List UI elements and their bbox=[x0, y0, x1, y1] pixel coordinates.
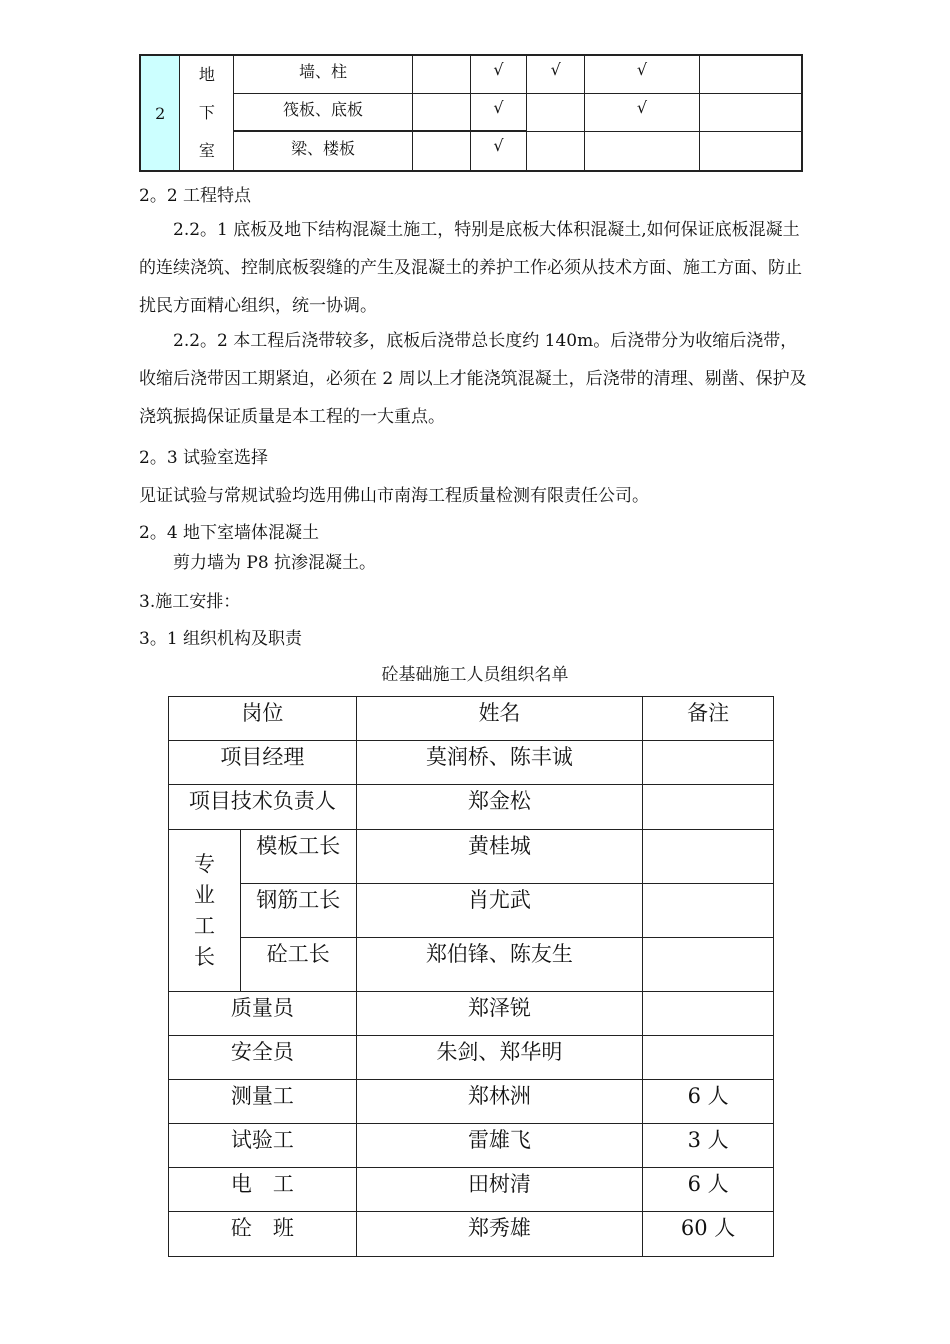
check-cell bbox=[699, 55, 802, 93]
position-cell: 钢筋工长 bbox=[240, 884, 356, 938]
subsection-heading: 3。1 组织机构及职责 bbox=[139, 629, 303, 649]
check-cell bbox=[699, 131, 802, 171]
header-name: 姓名 bbox=[356, 697, 643, 741]
table-row bbox=[140, 93, 802, 131]
check-cell: √ bbox=[527, 55, 585, 93]
check-cell: √ bbox=[470, 55, 527, 93]
position-cell: 质量员 bbox=[169, 992, 357, 1036]
section-heading: 3.施工安排： bbox=[139, 592, 241, 612]
check-cell bbox=[699, 93, 802, 131]
note-cell bbox=[643, 992, 774, 1036]
note-cell: 60 人 bbox=[643, 1212, 774, 1257]
table-row bbox=[140, 131, 802, 171]
name-cell: 郑秀雄 bbox=[356, 1212, 643, 1257]
item-cell: 筏板、底板 bbox=[234, 93, 412, 131]
position-cell: 测量工 bbox=[169, 1080, 357, 1124]
paragraph: 剪力墙为 P8 抗渗混凝土。 bbox=[173, 553, 377, 573]
table-row bbox=[169, 938, 774, 992]
item-cell: 墙、柱 bbox=[234, 55, 412, 93]
note-cell bbox=[643, 938, 774, 992]
check-cell bbox=[527, 131, 585, 171]
position-cell: 砼工长 bbox=[240, 938, 356, 992]
section-heading: 2。3 试验室选择 bbox=[139, 448, 269, 468]
position-cell: 砼 班 bbox=[169, 1212, 357, 1257]
position-cell: 安全员 bbox=[169, 1036, 357, 1080]
table-row bbox=[169, 785, 774, 830]
table-row bbox=[169, 830, 774, 884]
group-char: 业 bbox=[193, 882, 215, 907]
group-char: 室 bbox=[198, 141, 215, 160]
section-heading: 2。4 地下室墙体混凝土 bbox=[139, 523, 320, 543]
row-number: 2 bbox=[140, 55, 180, 171]
inspection-table bbox=[139, 54, 803, 172]
name-cell: 黄桂城 bbox=[356, 830, 643, 884]
note-cell bbox=[643, 785, 774, 830]
group-char: 长 bbox=[193, 944, 215, 969]
table-row bbox=[169, 1168, 774, 1212]
group-label bbox=[180, 55, 234, 171]
table-row bbox=[169, 884, 774, 938]
table-caption: 砼基础施工人员组织名单 bbox=[381, 665, 569, 685]
check-cell bbox=[412, 131, 470, 171]
table-row bbox=[169, 1212, 774, 1257]
group-label bbox=[169, 830, 241, 992]
check-cell: √ bbox=[470, 131, 527, 171]
table-row bbox=[169, 1036, 774, 1080]
note-cell bbox=[643, 741, 774, 785]
note-cell bbox=[643, 830, 774, 884]
table-row bbox=[169, 1080, 774, 1124]
name-cell: 郑伯锋、陈友生 bbox=[356, 938, 643, 992]
staff-table bbox=[168, 696, 774, 1257]
position-cell: 模板工长 bbox=[240, 830, 356, 884]
check-cell bbox=[585, 131, 700, 171]
item-cell: 梁、楼板 bbox=[234, 131, 412, 171]
paragraph: 2.2。2 本工程后浇带较多，底板后浇带总长度约 140m。后浇带分为收缩后浇带，收缩后浇带因工期紧迫，必须在 2 周以上才能浇筑混凝土，后浇带的清理、剔凿、保护及浇筑振捣保证质量是本工程的一大重点。 bbox=[139, 331, 807, 427]
note-cell bbox=[643, 884, 774, 938]
position-cell: 试验工 bbox=[169, 1124, 357, 1168]
table-row bbox=[140, 55, 802, 93]
check-cell bbox=[412, 55, 470, 93]
name-cell: 郑泽锐 bbox=[356, 992, 643, 1036]
note-cell bbox=[643, 1036, 774, 1080]
table-row bbox=[169, 1124, 774, 1168]
check-cell: √ bbox=[470, 93, 527, 131]
group-char: 专 bbox=[193, 851, 215, 876]
table-row bbox=[169, 992, 774, 1036]
name-cell: 朱剑、郑华明 bbox=[356, 1036, 643, 1080]
paragraph: 2.2。1 底板及地下结构混凝土施工，特别是底板大体积混凝土,如何保证底板混凝土的连续浇筑、控制底板裂缝的产生及混凝土的养护工作必须从技术方面、施工方面、防止扰民方面精心组织，统一协调。 bbox=[139, 220, 802, 316]
position-cell: 项目经理 bbox=[169, 741, 357, 785]
position-cell: 电 工 bbox=[169, 1168, 357, 1212]
table-row bbox=[169, 741, 774, 785]
section-heading: 2。2 工程特点 bbox=[139, 186, 252, 206]
check-cell: √ bbox=[585, 55, 700, 93]
note-cell: 6 人 bbox=[643, 1080, 774, 1124]
check-cell: √ bbox=[585, 93, 700, 131]
header-position: 岗位 bbox=[169, 697, 357, 741]
table-header-row bbox=[169, 697, 774, 741]
name-cell: 肖尤武 bbox=[356, 884, 643, 938]
name-cell: 郑林洲 bbox=[356, 1080, 643, 1124]
header-note: 备注 bbox=[643, 697, 774, 741]
name-cell: 郑金松 bbox=[356, 785, 643, 830]
position-cell: 项目技术负责人 bbox=[169, 785, 357, 830]
group-char: 下 bbox=[198, 103, 215, 122]
name-cell: 莫润桥、陈丰诚 bbox=[356, 741, 643, 785]
note-cell: 3 人 bbox=[643, 1124, 774, 1168]
check-cell bbox=[412, 93, 470, 131]
paragraph: 见证试验与常规试验均选用佛山市南海工程质量检测有限责任公司。 bbox=[139, 486, 649, 506]
group-char: 工 bbox=[193, 913, 215, 938]
note-cell: 6 人 bbox=[643, 1168, 774, 1212]
group-char: 地 bbox=[198, 65, 215, 84]
name-cell: 田树清 bbox=[356, 1168, 643, 1212]
name-cell: 雷雄飞 bbox=[356, 1124, 643, 1168]
check-cell bbox=[527, 93, 585, 131]
